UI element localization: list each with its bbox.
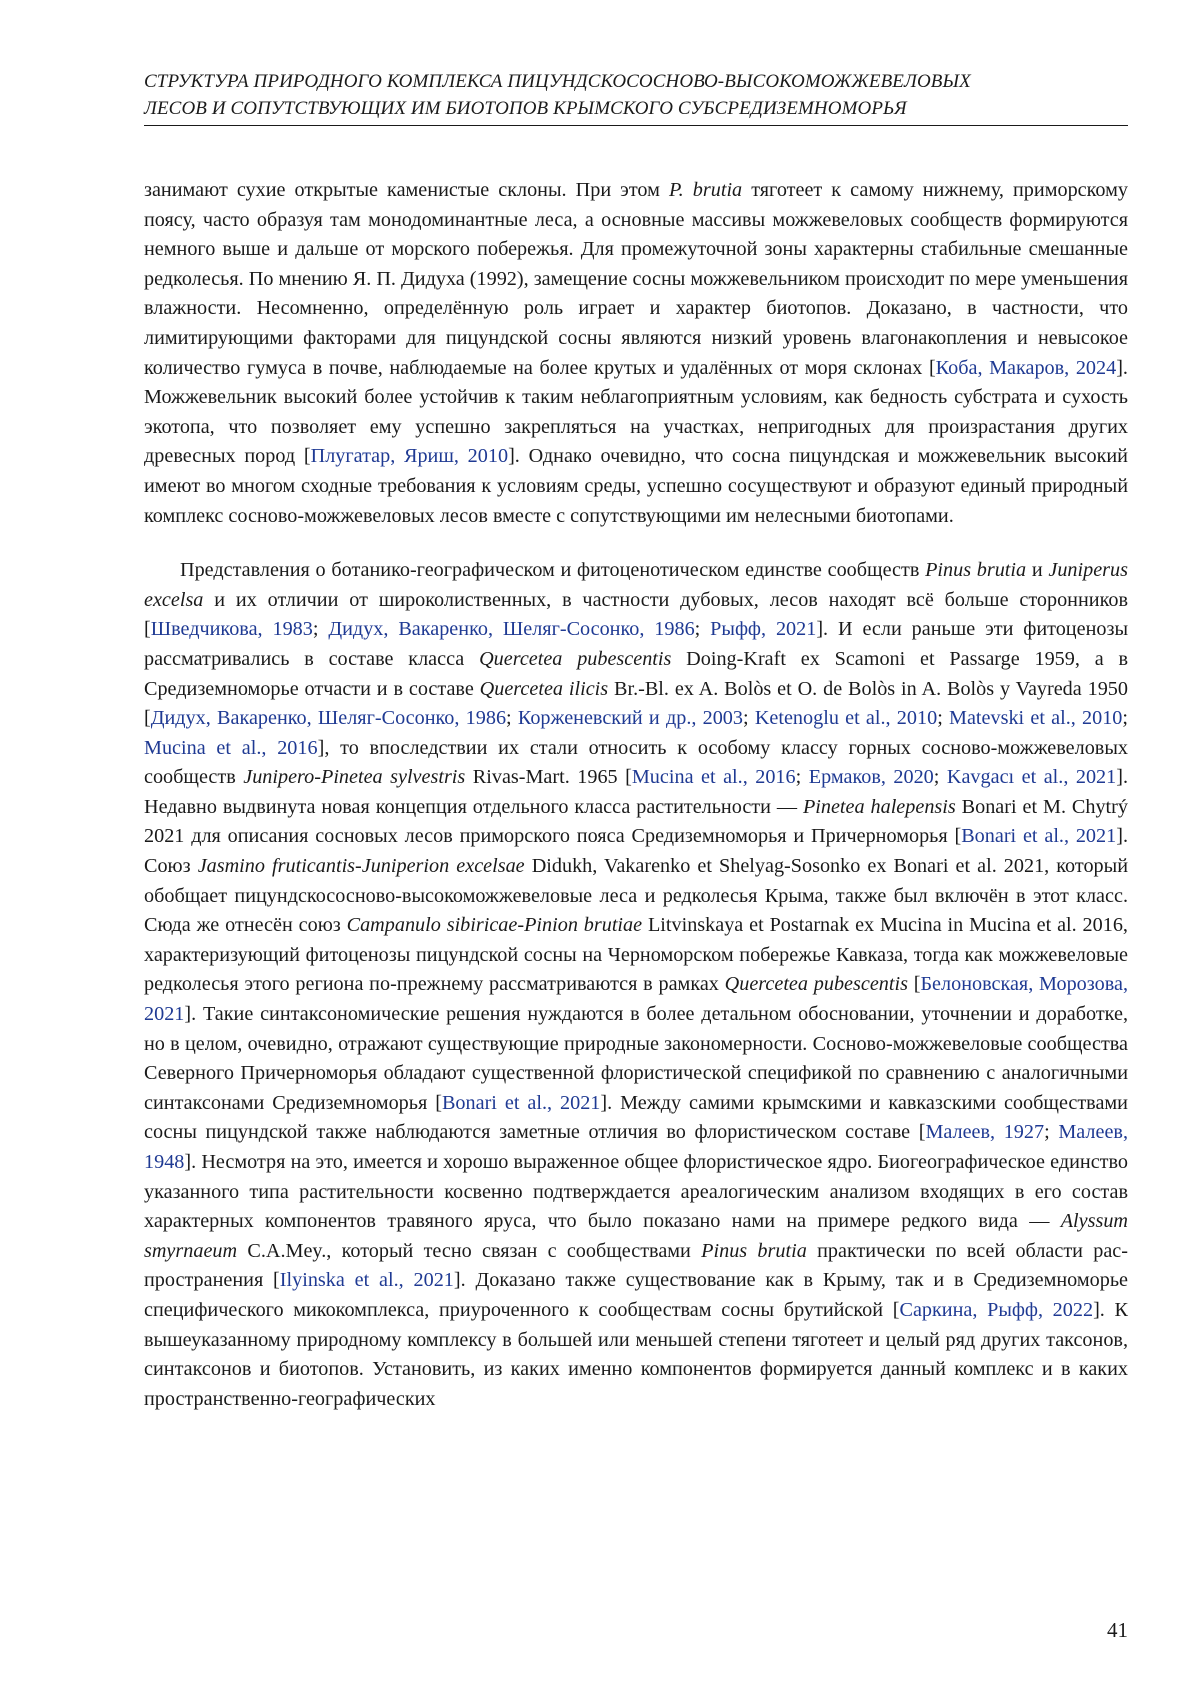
text-run: ]. Между самими крымскими и кавказскими сообществами сосны пицундской также наблюдаются заметные отличия во флористическом составе [ <box>144 1091 1128 1144</box>
citation-link[interactable]: Дидух, Вакаренко, Шеляг-Сосонко, 1986 <box>328 618 695 641</box>
text-run: Br.-Bl. ex A. Bolòs et O. de Bolòs in A. Bolòs y Vayreda 1950 [ <box>144 677 1128 730</box>
citation-link[interactable]: Плугатар, Яриш, 2010 <box>310 445 509 468</box>
paragraph-2 <box>144 556 1128 1414</box>
text-run: ]. И если раньше эти фитоценозы рассматривались в составе класса <box>144 618 1129 670</box>
text-run: ; <box>1122 707 1129 730</box>
citation-link[interactable]: Корженевский и др., 2003 <box>517 707 743 730</box>
text-run: и <box>1026 559 1049 582</box>
italic-taxon-name: Campanulo sibiricae-Pinion brutiae <box>346 914 643 937</box>
page-number: 41 <box>1107 1618 1128 1642</box>
citation-link[interactable]: Коба, Макаров, 2024 <box>935 356 1117 379</box>
text-run: C.A.Mey., который тесно связан с сообществами <box>237 1239 702 1262</box>
citation-link[interactable]: Белоновская, Морозова, 2021 <box>144 973 1128 1026</box>
citation-link[interactable]: Matevski et al., 2010 <box>949 707 1123 730</box>
text-run: ]. Недавно выдвинута новая концепция отдельного класса растительности — <box>144 766 1129 818</box>
citation-link[interactable]: Bonari et al., 2021 <box>441 1091 601 1114</box>
italic-taxon-name: Pinus brutia <box>701 1239 807 1262</box>
italic-taxon-name: Alyssum smyrnaeum <box>144 1210 1128 1262</box>
citation-link[interactable]: Саркина, Рыфф, 2022 <box>899 1298 1094 1321</box>
text-run: Представления о ботанико-географическом и фитоценотическом единстве сообществ <box>180 559 926 582</box>
body-text <box>144 176 1128 1414</box>
text-run: ; <box>694 618 711 641</box>
citation-link[interactable]: Mucina et al., 2016 <box>144 736 318 759</box>
text-run: ; <box>937 707 950 730</box>
text-run: занимают сухие открытые каменистые склоны. При этом <box>144 179 669 201</box>
citation-link[interactable]: Ермаков, 2020 <box>808 766 934 789</box>
citation-link[interactable]: Шведчикова, 1983 <box>150 618 313 641</box>
citation-link[interactable]: Kavgacı et al., 2021 <box>946 766 1117 789</box>
italic-taxon-name: Juniperus excelsa <box>144 559 1128 611</box>
text-run: ]. Однако очевидно, что сосна пицундская и можжевельник высокий имеют во многом сходные требования к условиям среды, успешно сосуществуют и образуют единый природный комплекс сосново-можжевеловых лесов вместе с сопутствующими им нелесными биотопами. <box>144 445 1128 527</box>
text-run: и их отличии от широколиственных, в частности дубовых, лесов находят всё больше сторонников [ <box>144 588 1128 641</box>
text-run: ; <box>743 707 755 730</box>
text-run: ]. К вышеуказанному природному комплексу в большей или меньшей степени тяготеет и целый ряд других таксонов, синтаксонов и биотопов. Установить, из каких именно компонентов формируется данный комплекс и в каких пространственно-географических <box>144 1298 1128 1410</box>
text-run: тяготеет к самому нижнему, приморскому поясу, часто образуя там монодоминантные леса, а основные массивы можжевеловых сообществ формируются немного выше и дальше от морского побережья. Для промежуточной зоны характерны стабильные смешанные редколесья. По мнению Я. П. Дидуха (1992), замещение сосны можжевельником происходит по мере уменьшения влажности. Несомненно, определённую роль играет и характер биотопов. Доказано, в частности, что лимитирующими факторами для пицундской сосны являются низкий уровень влагонакопления и невысокое количество гумуса в почве, наблюдаемые на более крутых и удалённых от моря склонах [ <box>144 179 1128 379</box>
text-run: ], то впоследствии их стали относить к особому классу горных сосново-можжевеловых сообществ <box>144 736 1128 789</box>
text-run: Bonari et M. Chytrý 2021 для описания сосновых лесов приморского пояса Средиземноморья и Причерноморья [ <box>144 795 1128 848</box>
paragraph-1 <box>144 176 1128 531</box>
italic-taxon-name: Jasmino fruticantis-Juniperion excelsae <box>197 855 525 878</box>
text-run: ]. Можжевельник высокий более устойчив к таким неблагоприятным условиям, как бедность субстрата и сухость экотопа, что позволяет ему успешно закрепляться на участках, непригодных для произрастания других древесных пород [ <box>144 356 1128 468</box>
citation-link[interactable]: Малеев, 1948 <box>144 1121 1128 1173</box>
italic-taxon-name: Pinetea halepensis <box>802 795 956 818</box>
text-run: ; <box>506 707 518 730</box>
text-run: практически по всей области распространения [ <box>144 1239 1128 1292</box>
text-run: ; <box>1044 1121 1059 1144</box>
citation-link[interactable]: Ilyinska et al., 2021 <box>279 1269 454 1292</box>
italic-taxon-name: Quercetea ilicis <box>479 677 609 700</box>
running-header-line-2: ЛЕСОВ И СОПУТСТВУЮЩИХ ИМ БИОТОПОВ КРЫМСКОГО СУБСРЕДИЗЕМНОМОРЬЯ <box>144 98 907 119</box>
citation-link[interactable]: Дидух, Вакаренко, Шеляг-Сосонко, 1986 <box>150 707 507 730</box>
italic-taxon-name: Quercetea pubescentis <box>479 647 672 670</box>
text-run: ; <box>795 766 809 789</box>
citation-link[interactable]: Mucina et al., 2016 <box>631 766 796 789</box>
citation-link[interactable]: Малеев, 1927 <box>925 1121 1045 1144</box>
italic-taxon-name: Junipero-Pinetea sylvestris <box>243 766 466 789</box>
italic-taxon-name: Pinus brutia <box>925 559 1027 582</box>
citation-link[interactable]: Ketenoglu et al., 2010 <box>754 707 938 730</box>
text-run: Didukh, Vakarenko et Shelyag-Sosonko ex Bonari et al. 2021, который обобщает пицундскососново-высокоможжевеловые леса и редколесья Крыма, также был включён в этот класс. Сюда же отнесён союз <box>144 855 1128 937</box>
text-run: [ <box>907 973 921 996</box>
running-header <box>144 68 1128 126</box>
text-run: ]. Такие синтаксономические решения нуждаются в более детальном обосновании, уточнении и доработке, но в целом, очевидно, отражают существующие природные закономерности. Сосново-можжевеловые сообщества Северного Причерноморья обладают существенной флористической спецификой по сравнению с аналогичными синтаксонами Средиземноморья [ <box>144 1003 1128 1114</box>
text-run: ]. Доказано также существование как в Крыму, так и в Средиземноморье специфического микокомплекса, приуроченного к сообществам сосны брутийской [ <box>144 1269 1128 1321</box>
italic-taxon-name: Quercetea pubescentis <box>724 973 908 996</box>
text-run: ]. Несмотря на это, имеется и хорошо выраженное общее флористическое ядро. Биогеографическое единство указанного типа растительности косвенно подтверждается ареалогическим анализом входящих в его состав характерных компонентов травяного яруса, что было показано нами на примере редкого вида — <box>144 1151 1128 1233</box>
running-header-line-1: СТРУКТУРА ПРИРОДНОГО КОМПЛЕКСА ПИЦУНДСКОСОСНОВО-ВЫСОКОМОЖЖЕВЕЛОВЫХ <box>144 71 971 92</box>
citation-link[interactable]: Bonari et al., 2021 <box>961 825 1117 848</box>
italic-taxon-name: P. brutia <box>668 179 743 201</box>
citation-link[interactable]: Рыфф, 2021 <box>710 618 817 641</box>
text-run: Rivas-Mart. 1965 [ <box>465 766 632 789</box>
text-run: ; <box>312 618 329 641</box>
text-run: Litvinskaya et Postarnak ex Mucina in Mucina et al. 2016, характеризующий фитоценозы пицундской сосны на Черноморском побережье Кавказа, тогда как можжевеловые редколесья этого региона по-прежнему рассматриваются в рамках <box>144 914 1128 996</box>
text-run: ; <box>933 766 947 789</box>
text-run: ]. Союз <box>144 825 1128 878</box>
text-run: Doing-Kraft ex Scamoni et Passarge 1959, а в Средиземноморье отчасти и в составе <box>144 647 1128 700</box>
